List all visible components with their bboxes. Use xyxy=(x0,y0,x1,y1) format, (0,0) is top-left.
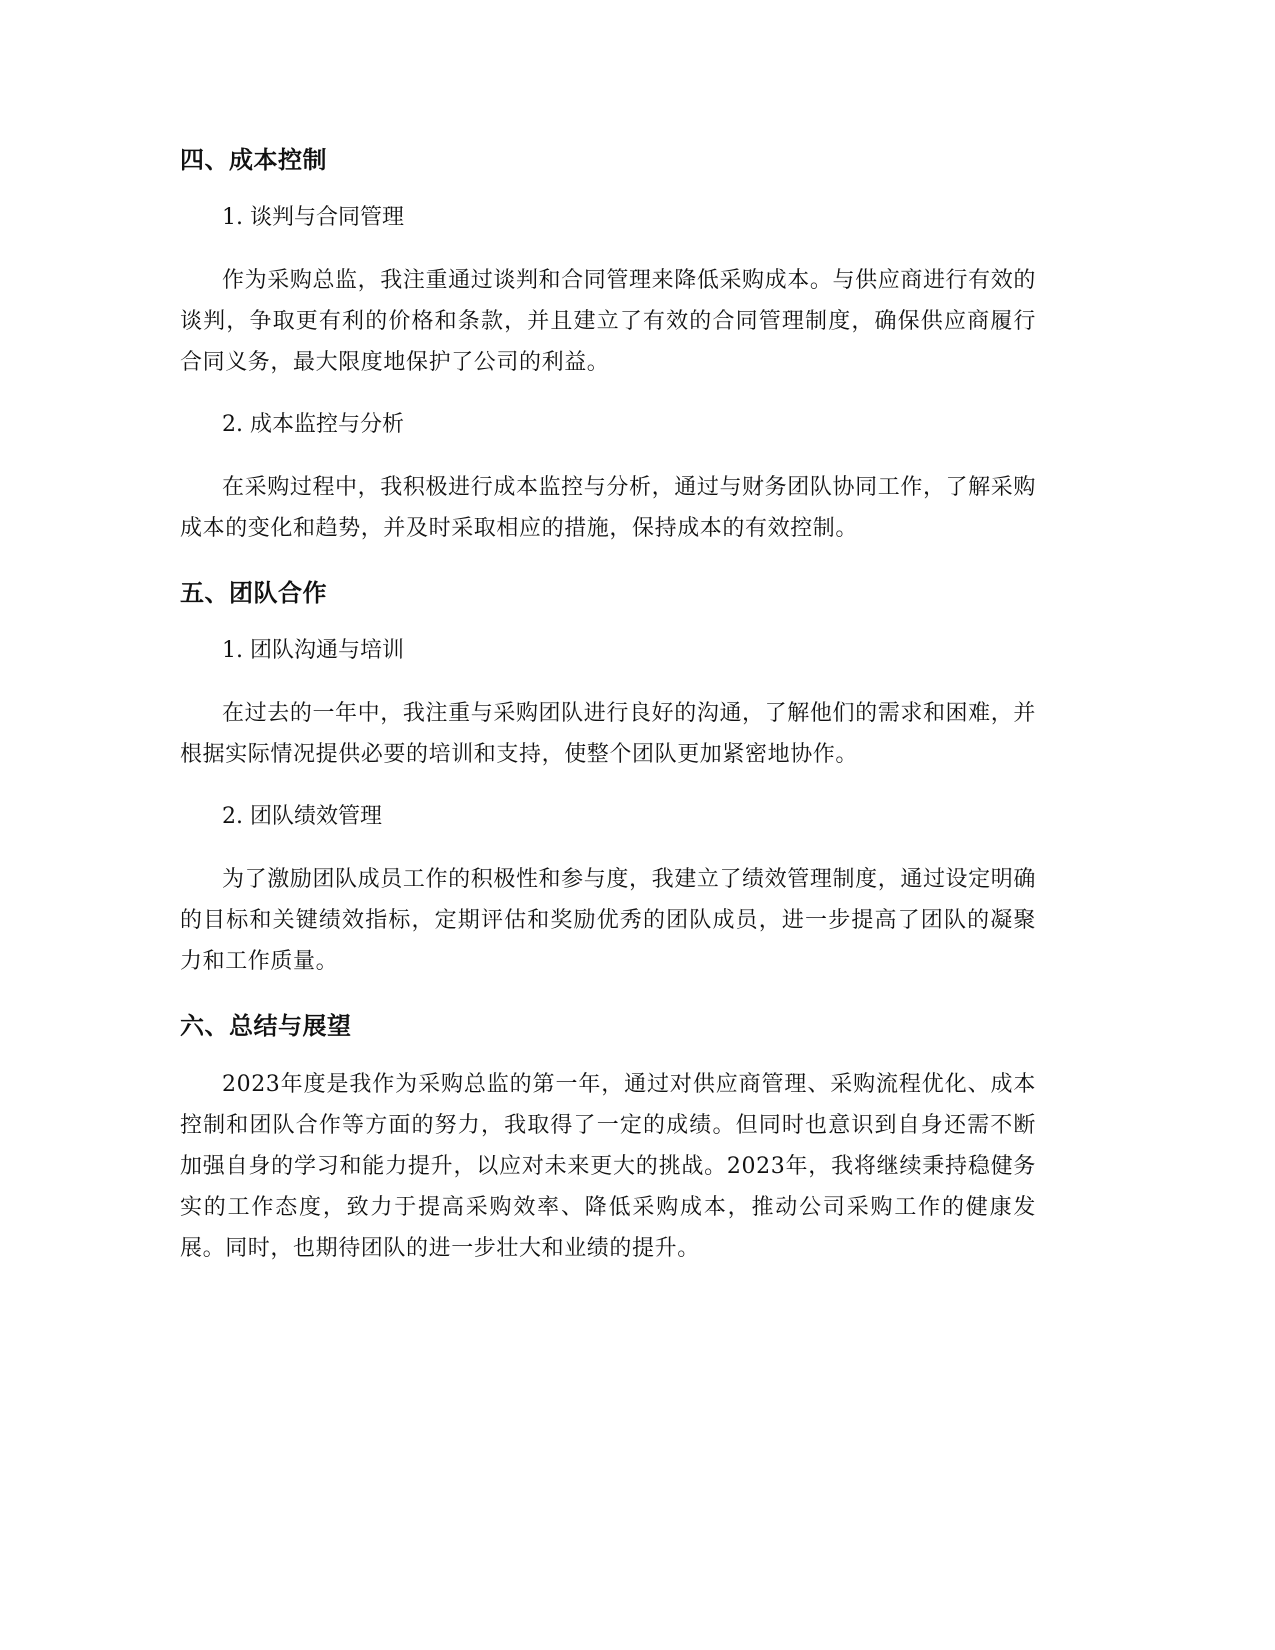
body-paragraph: 作为采购总监，我注重通过谈判和合同管理来降低采购成本。与供应商进行有效的谈判，争取更有利的价格和条款，并且建立了有效的合同管理制度，确保供应商履行合同义务，最大限度地保护了公司的利益。 xyxy=(180,268,1036,375)
subsection-heading: 1. 谈判与合同管理 xyxy=(222,205,404,230)
document-page xyxy=(180,138,1036,1291)
section-heading: 四、成本控制 xyxy=(180,146,327,174)
body-paragraph: 为了激励团队成员工作的积极性和参与度，我建立了绩效管理制度，通过设定明确的目标和关键绩效指标，定期评估和奖励优秀的团队成员，进一步提高了团队的凝聚力和工作质量。 xyxy=(180,867,1036,974)
subsection-heading: 2. 成本监控与分析 xyxy=(222,412,404,437)
body-paragraph: 在过去的一年中，我注重与采购团队进行良好的沟通，了解他们的需求和困难，并根据实际情况提供必要的培训和支持，使整个团队更加紧密地协作。 xyxy=(180,701,1036,767)
body-paragraph: 在采购过程中，我积极进行成本监控与分析，通过与财务团队协同工作，了解采购成本的变化和趋势，并及时采取相应的措施，保持成本的有效控制。 xyxy=(180,475,1036,541)
section-cost-control xyxy=(180,138,1036,549)
section-heading: 六、总结与展望 xyxy=(180,1012,352,1040)
section-team-cooperation xyxy=(180,571,1036,982)
subsection-heading: 2. 团队绩效管理 xyxy=(222,804,382,829)
section-heading: 五、团队合作 xyxy=(180,579,327,607)
body-paragraph: 2023年度是我作为采购总监的第一年，通过对供应商管理、采购流程优化、成本控制和团队合作等方面的努力，我取得了一定的成绩。但同时也意识到自身还需不断加强自身的学习和能力提升，以应对未来更大的挑战。2023年，我将继续秉持稳健务实的工作态度，致力于提高采购效率、降低采购成本，推动公司采购工作的健康发展。同时，也期待团队的进一步壮大和业绩的提升。 xyxy=(180,1072,1036,1261)
subsection-heading: 1. 团队沟通与培训 xyxy=(222,638,404,663)
section-summary-outlook xyxy=(180,1004,1036,1269)
